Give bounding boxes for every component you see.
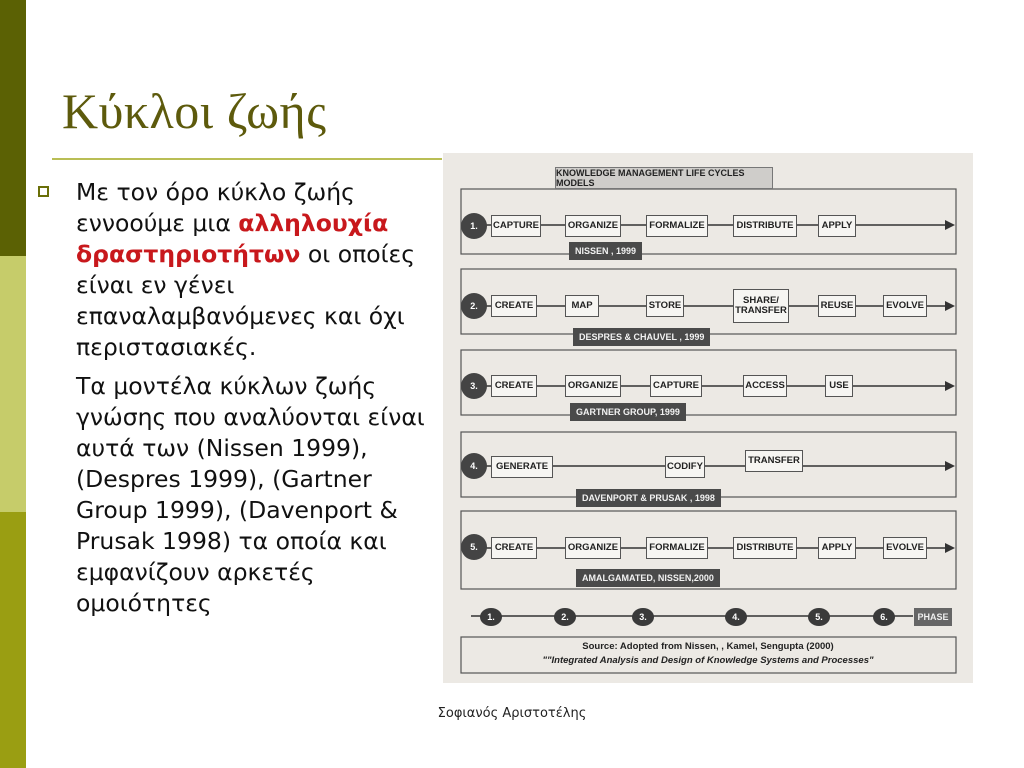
stage-box: DISTRIBUTE: [733, 215, 797, 237]
stage-box: APPLY: [818, 215, 856, 237]
stage-box: CODIFY: [665, 456, 705, 478]
stage-box: CREATE: [491, 295, 537, 317]
citation-source: Source: Adopted from Nissen, , Kamel, Sengupta (2000): [582, 641, 834, 652]
stage-box: CAPTURE: [491, 215, 541, 237]
bullet-square-icon: [38, 186, 49, 197]
stage-box: USE: [825, 375, 853, 397]
model-number: 5.: [461, 534, 487, 560]
stage-box: ORGANIZE: [565, 375, 621, 397]
model-number: 4.: [461, 453, 487, 479]
citation-title: ""Integrated Analysis and Design of Knowledge Systems and Processes": [542, 655, 874, 666]
stage-box: DISTRIBUTE: [733, 537, 797, 559]
stage-box: EVOLVE: [883, 295, 927, 317]
phase-marker: 4.: [725, 608, 747, 626]
stage-box: REUSE: [818, 295, 856, 317]
stage-box: GENERATE: [491, 456, 553, 478]
left-bar-top: [0, 0, 26, 256]
phase-marker: 2.: [554, 608, 576, 626]
paragraph-1-end: οι οποίες είναι εν γένει επαναλαμβανόμενες και όχι περιστασιακές.: [76, 240, 416, 361]
model-source: NISSEN , 1999: [569, 242, 642, 260]
title-underline: [52, 158, 442, 160]
phase-label: PHASE: [914, 608, 952, 626]
stage-box: APPLY: [818, 537, 856, 559]
stage-box: SHARE/ TRANSFER: [733, 289, 789, 323]
phase-marker: 1.: [480, 608, 502, 626]
paragraph-1-highlight: αλληλουχία δραστηριοτήτων: [76, 209, 389, 268]
left-bar-bottom: [0, 512, 26, 768]
model-source: AMALGAMATED, NISSEN,2000: [576, 569, 720, 587]
stage-box: EVOLVE: [883, 537, 927, 559]
stage-box: CAPTURE: [650, 375, 702, 397]
model-source: DESPRES & CHAUVEL , 1999: [573, 328, 710, 346]
footer-author: Σοφιανός Αριστοτέλης: [437, 706, 587, 721]
phase-marker: 3.: [632, 608, 654, 626]
model-source: GARTNER GROUP, 1999: [570, 403, 686, 421]
stage-box: FORMALIZE: [646, 537, 708, 559]
stage-box: CREATE: [491, 375, 537, 397]
left-bar-middle: [0, 256, 26, 512]
stage-box: TRANSFER: [745, 450, 803, 472]
stage-box: ORGANIZE: [565, 215, 621, 237]
diagram-title: KNOWLEDGE MANAGEMENT LIFE CYCLES MODELS: [555, 167, 773, 189]
paragraph-1-start: Με τον όρο κύκλο ζωής εννοούμε μια: [76, 178, 355, 237]
model-source: DAVENPORT & PRUSAK , 1998: [576, 489, 721, 507]
stage-box: STORE: [646, 295, 684, 317]
stage-box: MAP: [565, 295, 599, 317]
model-number: 1.: [461, 213, 487, 239]
paragraph-2: Τα μοντέλα κύκλων ζωής γνώσης που αναλύονται είναι αυτά των (Nissen 1999), (Despres 1999), (Gartner Group 1999), (Davenport & Prusak 1998) τα οποία και εμφανίζουν αρκετές ομοιότητες: [76, 372, 425, 617]
paragraph-1: [76, 177, 448, 363]
body-text: [76, 177, 448, 619]
phase-marker: 6.: [873, 608, 895, 626]
km-life-cycles-diagram: [443, 153, 973, 683]
stage-box: ACCESS: [743, 375, 787, 397]
stage-box: CREATE: [491, 537, 537, 559]
slide-title: Κύκλοι ζωής: [62, 83, 327, 139]
model-number: 2.: [461, 293, 487, 319]
phase-marker: 5.: [808, 608, 830, 626]
stage-box: ORGANIZE: [565, 537, 621, 559]
stage-box: FORMALIZE: [646, 215, 708, 237]
model-number: 3.: [461, 373, 487, 399]
